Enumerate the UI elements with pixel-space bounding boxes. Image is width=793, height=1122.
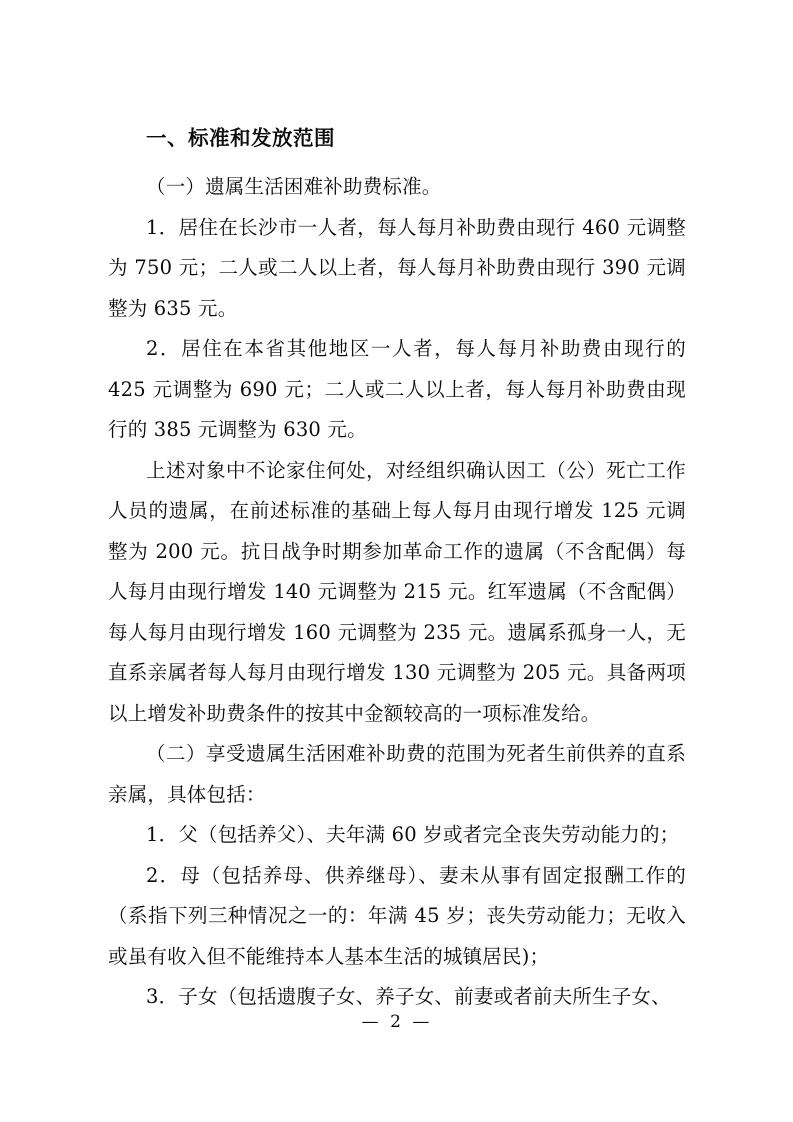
paragraph-3: 2．居住在本省其他地区一人者，每人每月补助费由现行的 425 元调整为 690 元；二人或二人以上者，每人每月补助费由现行的 385 元调整为 630 元。 bbox=[108, 337, 686, 441]
paragraph-5: （二）享受遗属生活困难补助费的范围为死者生前供养的直系亲属，具体包括： bbox=[108, 742, 686, 806]
paragraph-8: 3．子女（包括遗腹子女、养子女、前妻或者前夫所生子女、 bbox=[146, 985, 671, 1008]
footer-dash-right: — bbox=[412, 1012, 432, 1032]
page-number: 2 bbox=[390, 1012, 403, 1032]
paragraph-4: 上述对象中不论家住何处，对经组织确认因工（公）死亡工作人员的遗属，在前述标准的基础上每人每月由现行增发 125 元调整为 200 元。抗日战争时期参加革命工作的遗属（不含配偶）每人每月由现行增发 140 元调整为 215 元。红军遗属（不含配偶）每人每月由现行增发 160 元调整为 235 元。遗属系孤身一人，无直系亲属者每人每月由现行增发 130 元调整为 205 元。具备两项以上增发补助费条件的按其中金额较高的一项标准发给。 bbox=[108, 458, 686, 725]
paragraph-2: 1．居住在长沙市一人者，每人每月补助费由现行 460 元调整为 750 元；二人或二人以上者，每人每月补助费由现行 390 元调整为 635 元。 bbox=[108, 215, 686, 320]
paragraph-1: （一）遗属生活困难补助费标准。 bbox=[146, 175, 442, 198]
document-body bbox=[108, 118, 686, 1018]
section-heading: 一、标准和发放范围 bbox=[146, 126, 335, 150]
page-footer bbox=[0, 1012, 793, 1032]
paragraph-6: 1．父（包括养父）、夫年满 60 岁或者完全丧失劳动能力的； bbox=[146, 823, 680, 846]
paragraph-7: 2．母（包括养母、供养继母）、妻未从事有固定报酬工作的（系指下列三种情况之一的：年满 45 岁；丧失劳动能力；无收入或虽有收入但不能维持本人基本生活的城镇居民)； bbox=[108, 863, 686, 968]
footer-dash-left: — bbox=[361, 1012, 381, 1032]
